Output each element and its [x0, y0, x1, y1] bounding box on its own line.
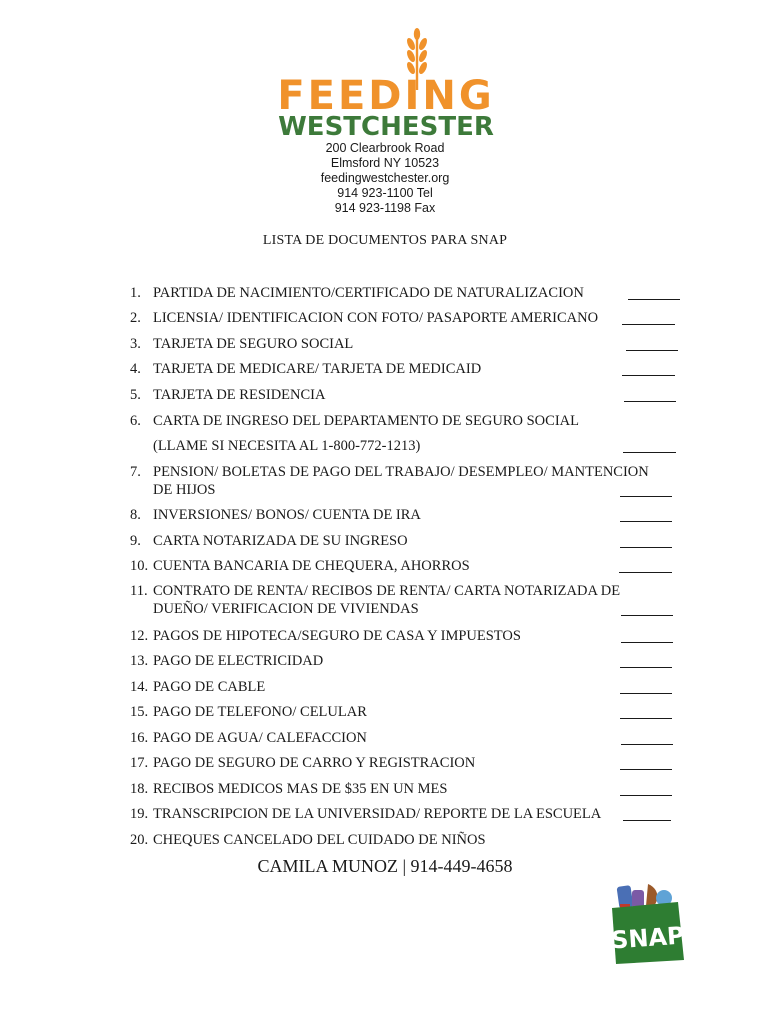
item-text: CHEQUES CANCELADO DEL CUIDADO DE NIÑOS	[153, 832, 486, 848]
item-number: 1.	[130, 285, 141, 301]
item-number: 20.	[130, 832, 149, 848]
blank-check-line	[620, 718, 672, 719]
item-number: 10.	[130, 558, 149, 574]
blank-check-line	[624, 401, 676, 402]
feeding-westchester-logo	[0, 28, 770, 148]
item-number: 6.	[130, 413, 141, 429]
address-website: feedingwestchester.org	[320, 171, 450, 185]
item-number: 4.	[130, 361, 141, 377]
item-text: PENSION/ BOLETAS DE PAGO DEL TRABAJO/ DESEMPLEO/ MANTENCION	[153, 464, 649, 480]
item-number: 3.	[130, 336, 141, 352]
snap-logo-text: SNAP	[610, 921, 686, 955]
blank-check-line	[622, 324, 675, 325]
item-number: 16.	[130, 730, 149, 746]
item-text: INVERSIONES/ BONOS/ CUENTA DE IRA	[153, 507, 421, 523]
item-text: CONTRATO DE RENTA/ RECIBOS DE RENTA/ CARTA NOTARIZADA DE	[153, 583, 621, 599]
item-text: TARJETA DE SEGURO SOCIAL	[153, 336, 354, 352]
blank-check-line	[628, 299, 680, 300]
blank-check-line	[620, 496, 672, 497]
snap-logo	[606, 880, 688, 966]
address-city: Elmsford NY 10523	[330, 156, 440, 170]
address-phone: 914 923-1100 Tel	[337, 186, 433, 200]
item-text: DUEÑO/ VERIFICACION DE VIVIENDAS	[153, 601, 419, 617]
item-number: 11.	[130, 583, 148, 599]
item-number: 9.	[130, 533, 141, 549]
item-text: TARJETA DE RESIDENCIA	[153, 387, 326, 403]
blank-check-line	[623, 820, 671, 821]
item-number: 13.	[130, 653, 149, 669]
item-text: PAGO DE TELEFONO/ CELULAR	[153, 704, 367, 720]
blank-check-line	[626, 350, 678, 351]
item-text: TARJETA DE MEDICARE/ TARJETA DE MEDICAID	[153, 361, 482, 377]
address-street: 200 Clearbrook Road	[325, 141, 445, 155]
item-number: 2.	[130, 310, 141, 326]
blank-check-line	[620, 521, 672, 522]
blank-check-line	[620, 547, 672, 548]
item-text: (LLAME SI NECESITA AL 1-800-772-1213)	[153, 438, 421, 454]
item-text: PAGOS DE HIPOTECA/SEGURO DE CASA Y IMPUESTOS	[153, 628, 521, 644]
item-text: TRANSCRIPCION DE LA UNIVERSIDAD/ REPORTE DE LA ESCUELA	[153, 806, 602, 822]
blank-check-line	[620, 795, 672, 796]
item-number: 15.	[130, 704, 149, 720]
item-text: RECIBOS MEDICOS MAS DE $35 EN UN MES	[153, 781, 448, 797]
item-text: CUENTA BANCARIA DE CHEQUERA, AHORROS	[153, 558, 470, 574]
blank-check-line	[621, 615, 673, 616]
item-number: 17.	[130, 755, 149, 771]
item-number: 14.	[130, 679, 149, 695]
item-text: PAGO DE AGUA/ CALEFACCION	[153, 730, 367, 746]
item-text: LICENSIA/ IDENTIFICACION CON FOTO/ PASAPORTE AMERICANO	[153, 310, 599, 326]
blank-check-line	[621, 744, 673, 745]
logo-text-feeding: FEEDING	[277, 73, 495, 119]
item-number: 18.	[130, 781, 149, 797]
blank-check-line	[621, 642, 673, 643]
item-text: DE HIJOS	[153, 482, 216, 498]
contact-line: CAMILA MUNOZ | 914-449-4658	[257, 856, 513, 876]
blank-check-line	[623, 452, 676, 453]
document-title: LISTA DE DOCUMENTOS PARA SNAP	[262, 233, 508, 248]
address-fax: 914 923-1198 Fax	[334, 201, 436, 215]
blank-check-line	[620, 667, 672, 668]
item-text: CARTA NOTARIZADA DE SU INGRESO	[153, 533, 408, 549]
address-block	[285, 141, 485, 216]
logo-text-westchester: WESTCHESTER	[278, 112, 494, 142]
item-number: 7.	[130, 464, 141, 480]
item-text: CARTA DE INGRESO DEL DEPARTAMENTO DE SEGURO SOCIAL	[153, 413, 579, 429]
item-number: 5.	[130, 387, 141, 403]
item-text: PAGO DE SEGURO DE CARRO Y REGISTRACION	[153, 755, 476, 771]
blank-check-line	[619, 572, 672, 573]
blank-check-line	[620, 769, 672, 770]
item-text: PARTIDA DE NACIMIENTO/CERTIFICADO DE NATURALIZACION	[153, 285, 584, 301]
item-text: PAGO DE CABLE	[153, 679, 266, 695]
blank-check-line	[622, 375, 675, 376]
item-number: 19.	[130, 806, 149, 822]
item-number: 12.	[130, 628, 149, 644]
blank-check-line	[620, 693, 672, 694]
item-text: PAGO DE ELECTRICIDAD	[153, 653, 324, 669]
item-number: 8.	[130, 507, 141, 523]
